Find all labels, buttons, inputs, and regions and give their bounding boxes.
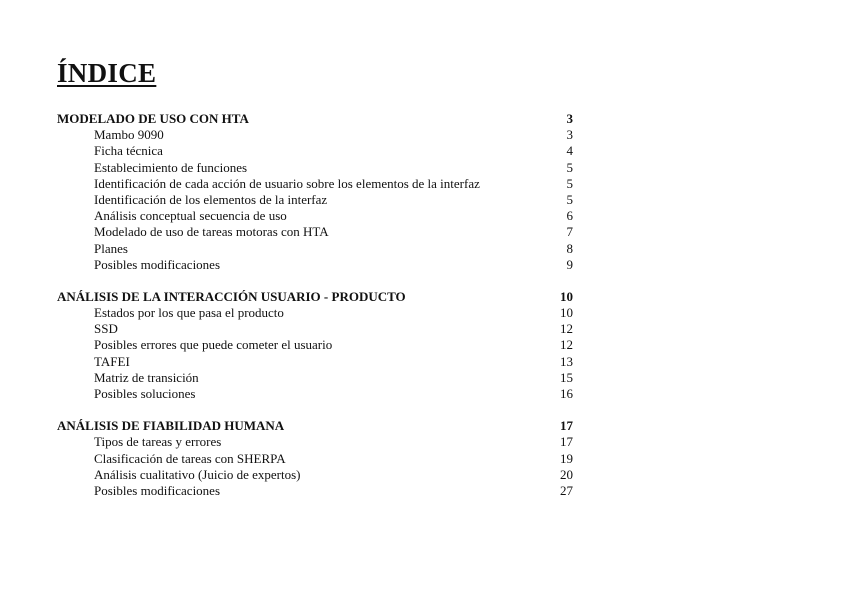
toc-entry	[57, 451, 573, 467]
toc-entry-label: SSD	[94, 321, 118, 337]
toc-entry-label: Clasificación de tareas con SHERPA	[94, 450, 286, 466]
toc-entry-label: Matriz de transición	[94, 369, 199, 385]
toc-entry-page: 12	[560, 337, 573, 353]
toc-entry-label: Planes	[94, 240, 128, 256]
toc-entry-page: 9	[566, 256, 573, 272]
toc-entry	[57, 370, 573, 386]
toc-entry-label: Identificación de cada acción de usuario sobre los elementos de la interfaz	[94, 175, 480, 191]
toc-entry	[57, 305, 573, 321]
section-page-number: 10	[560, 288, 573, 304]
toc-section	[57, 111, 573, 273]
toc-entry-page: 6	[566, 208, 573, 224]
toc-entry	[57, 160, 573, 176]
toc-entry-label: Establecimiento de funciones	[94, 159, 248, 175]
section-heading-label: ANÁLISIS DE LA INTERACCIÓN USUARIO - PRODUCTO	[57, 288, 406, 304]
toc-entry-page: 8	[566, 240, 573, 256]
toc-entry-label: Tipos de tareas y errores	[94, 434, 222, 450]
toc-entry	[57, 143, 573, 159]
toc-entry-page: 10	[560, 305, 573, 321]
toc-entry	[57, 257, 573, 273]
toc-entry	[57, 224, 573, 240]
toc-entry-label: TAFEI	[94, 353, 130, 369]
toc-entry-label: Identificación de los elementos de la interfaz	[94, 191, 328, 207]
toc-entry	[57, 483, 573, 499]
toc-entry-label: Análisis conceptual secuencia de uso	[94, 208, 287, 224]
toc-entry-page: 5	[566, 175, 573, 191]
toc-entry-page: 7	[566, 224, 573, 240]
section-heading-label: MODELADO DE USO CON HTA	[57, 111, 249, 126]
toc-entry	[57, 241, 573, 257]
toc-entry-page: 20	[560, 466, 573, 482]
toc-entry-page: 13	[560, 353, 573, 369]
toc-entry-page: 12	[560, 321, 573, 337]
toc-entry-page: 27	[560, 482, 573, 498]
toc-entry	[57, 337, 573, 353]
toc-entry-label: Modelado de uso de tareas motoras con HTA	[94, 224, 329, 240]
toc-entry-label: Ficha técnica	[94, 143, 163, 159]
toc-entry-label: Estados por los que pasa el producto	[94, 305, 284, 321]
page-title: ÍNDICE	[57, 58, 157, 88]
toc-entry-label: Análisis cualitativo (Juicio de expertos)	[94, 466, 301, 482]
toc-entry-label: Posibles modificaciones	[94, 256, 221, 272]
toc-entry-page: 5	[566, 191, 573, 207]
toc-entry-page: 5	[566, 159, 573, 175]
toc-entry	[57, 176, 573, 192]
toc-entry-label: Posibles modificaciones	[94, 482, 221, 498]
toc-entry-page: 3	[566, 127, 573, 143]
toc-entry	[57, 354, 573, 370]
toc-entry	[57, 127, 573, 143]
toc-entry-page: 16	[560, 386, 573, 401]
table-of-contents	[57, 111, 573, 515]
toc-entry-page: 19	[560, 450, 573, 466]
section-page-number: 3	[566, 111, 573, 126]
toc-entry-label: Posibles soluciones	[94, 386, 196, 401]
toc-entry-page: 17	[560, 434, 573, 450]
toc-entry	[57, 321, 573, 337]
toc-entry	[57, 208, 573, 224]
toc-entry-page: 15	[560, 369, 573, 385]
toc-entry-label: Mambo 9090	[94, 127, 164, 143]
toc-entry	[57, 386, 573, 402]
section-heading-label: ANÁLISIS DE FIABILIDAD HUMANA	[57, 418, 285, 434]
section-page-number: 17	[560, 418, 573, 434]
toc-entry-label: Posibles errores que puede cometer el usuario	[94, 337, 333, 353]
toc-entry	[57, 192, 573, 208]
toc-section-heading	[57, 418, 573, 434]
toc-section-heading	[57, 111, 573, 127]
toc-section	[57, 418, 573, 499]
toc-entry	[57, 467, 573, 483]
toc-section-heading	[57, 289, 573, 305]
toc-section	[57, 289, 573, 402]
toc-entry-page: 4	[566, 143, 573, 159]
toc-entry	[57, 434, 573, 450]
